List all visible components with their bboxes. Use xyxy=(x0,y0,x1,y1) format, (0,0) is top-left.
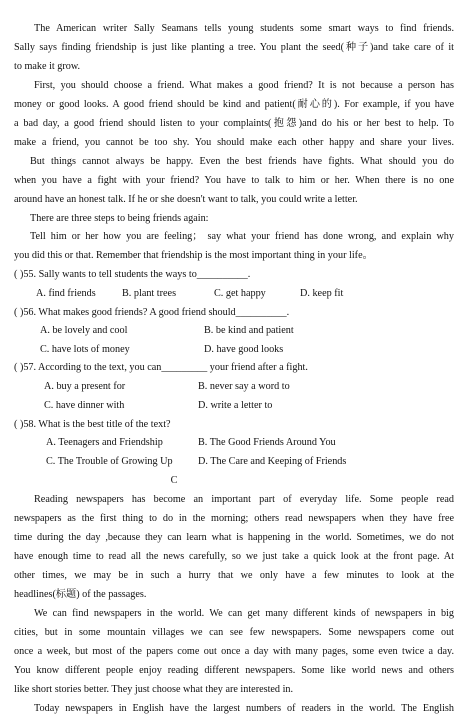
question-56-option-d[interactable]: D. have good looks xyxy=(204,344,284,355)
passage1-line-11: There are three steps to being friends again: xyxy=(30,213,209,224)
question-55-option-a[interactable]: A. find friends xyxy=(36,288,96,299)
question-58-option-c[interactable]: C. The Trouble of Growing Up xyxy=(46,456,173,467)
passage1-line-5: money or good looks. A good friend should be kind and patient(耐心的). For example, if you have xyxy=(14,99,454,110)
passage1-line-9: when you have a fight with your friend? You have to talk to him or her. When there is no one xyxy=(14,175,454,186)
passage2-line-3: time during the day ,because they can learn what is happening in the world. Sometimes, we do not xyxy=(14,532,454,543)
passage2-line-7: We can find newspapers in the world. We can get many different kinds of newspapers in big xyxy=(34,608,454,619)
question-57-option-c[interactable]: C. have dinner with xyxy=(44,400,125,411)
passage2-line-9: once a week, but most of the papers come out once a day with many pages, some even twice a day. xyxy=(14,646,454,657)
question-57-option-d[interactable]: D. write a letter to xyxy=(198,400,273,411)
passage2-line-12: Today newspapers in English have the largest numbers of readers in the world. The English xyxy=(34,703,454,714)
passage2-line-10: You know different people enjoy reading different newspapers. Some like world news and others xyxy=(14,665,454,676)
section-label: C xyxy=(170,475,178,486)
passage2-line-1: Reading newspapers has become an important part of everyday life. Some people read xyxy=(34,494,454,505)
passage2-line-8: cities, but in some mountain villages we can see few newspapers. Some newspapers come out xyxy=(14,627,454,638)
question-57-option-b[interactable]: B. never say a word to xyxy=(198,381,290,392)
question-57-option-a[interactable]: A. buy a present for xyxy=(44,381,126,392)
question-58-option-a[interactable]: A. Teenagers and Friendship xyxy=(46,437,163,448)
question-56-option-a[interactable]: A. be lovely and cool xyxy=(40,325,128,336)
passage2-line-2: newspapers as the first thing to do in the morning; others read newspapers when they have free xyxy=(14,513,454,524)
passage1-line-12: Tell him or her how you are feeling； say what your friend has done wrong, and explain why xyxy=(30,231,454,242)
passage1-line-6: a bad day, a good friend should listen to your complaints(抱怨)and do his or her best to help. To xyxy=(14,118,454,129)
question-56-option-b[interactable]: B. be kind and patient xyxy=(204,325,294,336)
question-55-option-c[interactable]: C. get happy xyxy=(214,288,266,299)
passage1-line-3: to make it grow. xyxy=(14,61,81,72)
passage2-line-6: headlines(标题) of the passages. xyxy=(14,589,147,600)
question-55-option-d[interactable]: D. keep fit xyxy=(300,288,344,299)
question-58-option-d[interactable]: D. The Care and Keeping of Friends xyxy=(198,456,347,467)
passage1-line-4: First, you should choose a friend. What makes a good friend? It is not because a person has xyxy=(34,80,454,91)
passage1-line-13: you did this or that. Remember that friendship is the most important thing in your life。 xyxy=(14,250,373,261)
passage1-line-7: make a friend, you cannot be too shy. You should make each other happy and share your lives. xyxy=(14,137,454,148)
question-56-option-c[interactable]: C. have lots of money xyxy=(40,344,130,355)
question-55-stem: ( )55. Sally wants to tell students the ways to__________. xyxy=(14,269,251,280)
passage1-line-2: Sally says finding friendship is just like planting a tree. You plant the seed(种子)and take care of it xyxy=(14,42,454,53)
passage1-line-8: But things cannot always be happy. Even the best friends have fights. What should you do xyxy=(30,156,454,167)
passage1-line-1: The American writer Sally Seamans tells young students some smart ways to find friends. xyxy=(34,23,454,34)
passage2-line-11: like short stories better. They just choose what they are interested in. xyxy=(14,684,294,695)
question-55-option-b[interactable]: B. plant trees xyxy=(122,288,177,299)
passage2-line-5: other times, we may be in such a hurry that we only have a few minutes to look at the xyxy=(14,570,454,581)
question-56-stem: ( )56. What makes good friends? A good friend should__________. xyxy=(14,307,290,318)
question-58-option-b[interactable]: B. The Good Friends Around You xyxy=(198,437,336,448)
question-57-stem: ( )57. According to the text, you can_________ your friend after a fight. xyxy=(14,362,308,373)
passage1-line-10: around have an honest talk. If he or she doesn't want to talk, you could write a letter. xyxy=(14,194,358,205)
passage2-line-4: have enough time to read all the news carefully, so we just take a quick look at the front page. At xyxy=(14,551,454,562)
question-58-stem: ( )58. What is the best title of the text? xyxy=(14,419,171,430)
